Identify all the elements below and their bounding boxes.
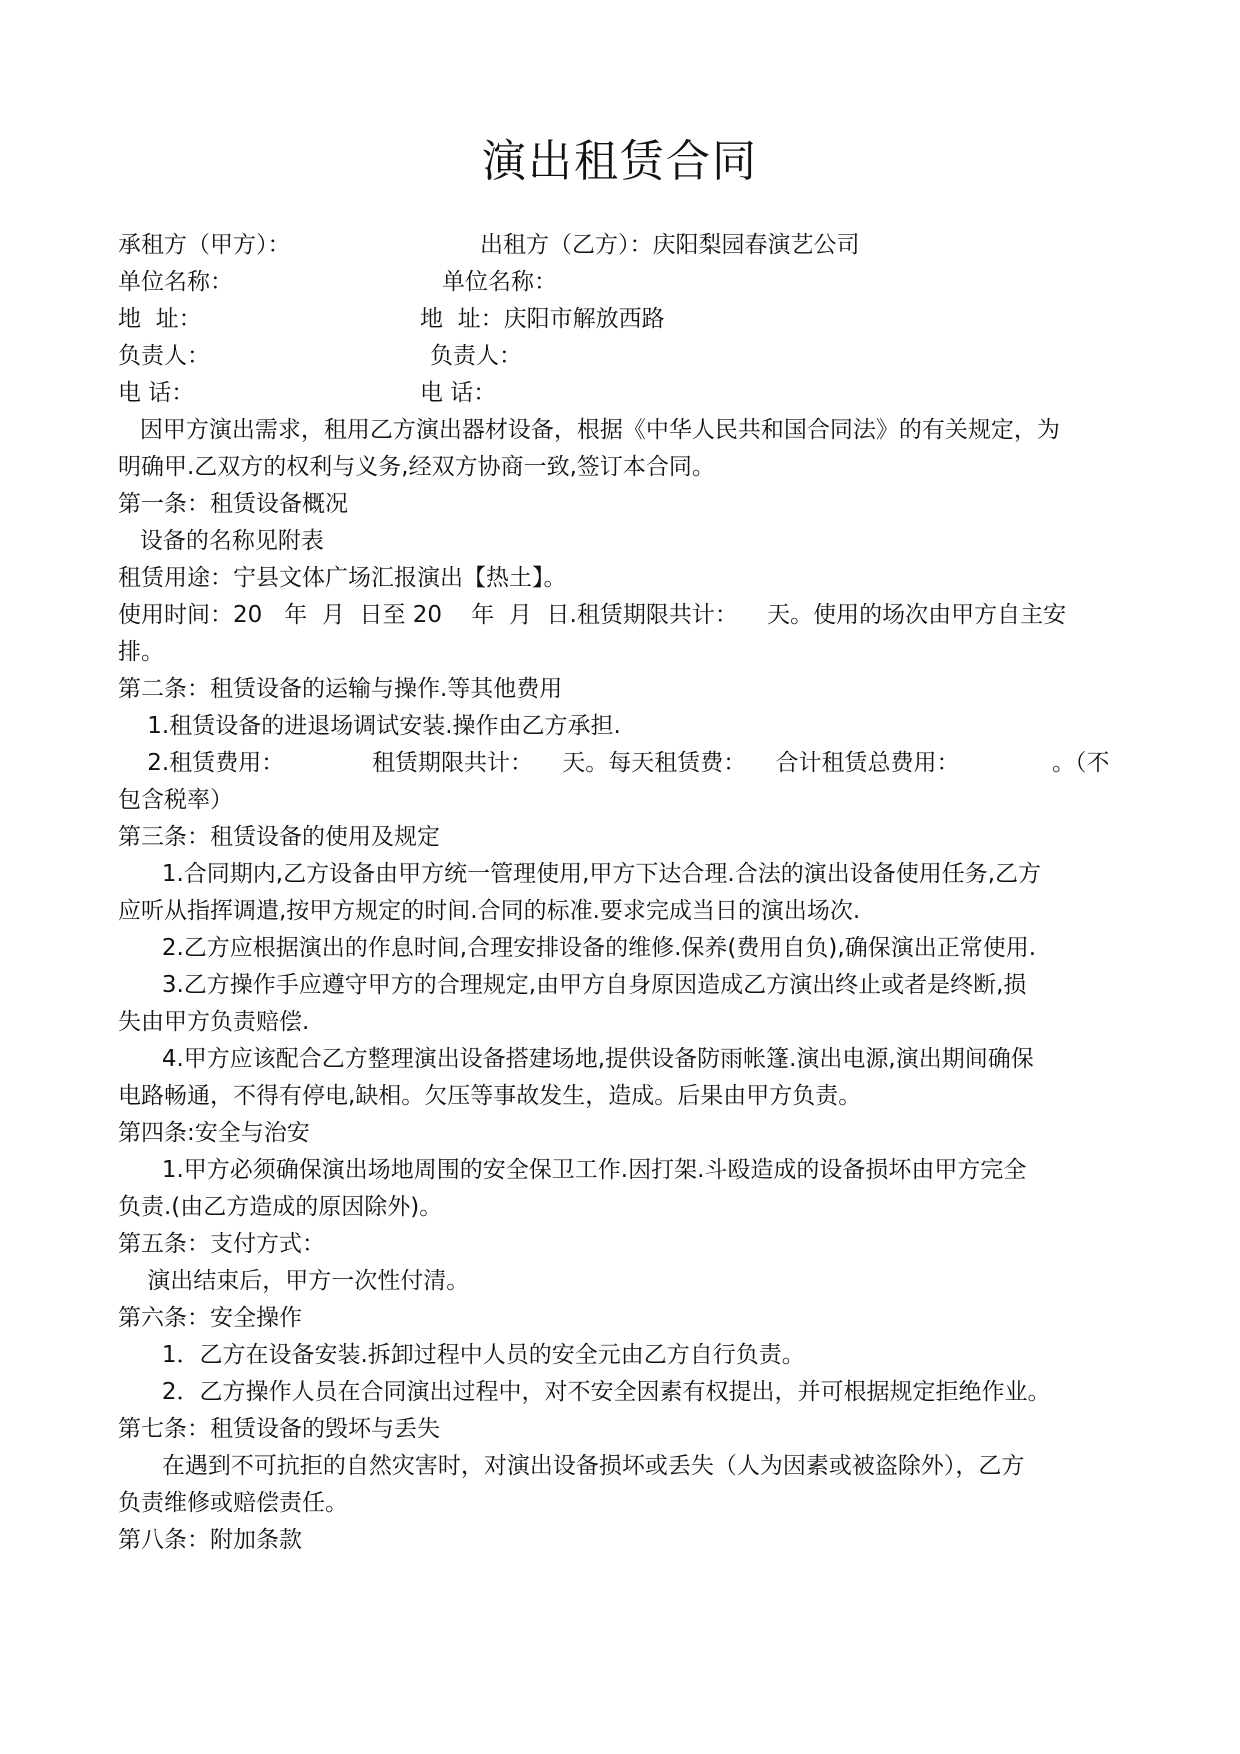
article-line: 失由甲方负责赔偿.: [118, 1009, 310, 1035]
lessor-unit-label: 单位名称：: [442, 269, 557, 295]
article-heading: 第三条：租赁设备的使用及规定: [118, 824, 440, 850]
article-line-fees: [118, 747, 1128, 779]
lessee-phone-label: 电 话：: [118, 380, 195, 406]
article-line: 演出结束后，甲方一次性付清。: [118, 1268, 470, 1294]
article-line: 1.租赁设备的进退场调试安装.操作由乙方承担.: [118, 713, 621, 739]
article-line: 使用时间：20 年 月 日至 20 年 月 日.租赁期限共计： 天。使用的场次由甲方自主安: [118, 602, 1067, 628]
lessee-label: 承租方（甲方）：: [118, 232, 291, 258]
party-row-person: [118, 340, 1128, 372]
article-heading: 第五条：支付方式：: [118, 1231, 325, 1257]
fee-details: 租赁期限共计： 天。每天租赁费： 合计租赁总费用：: [372, 750, 960, 776]
document-title: 演出租赁合同: [482, 136, 758, 187]
article-line: 包含税率）: [118, 787, 233, 813]
article-heading: 第六条：安全操作: [118, 1305, 302, 1331]
article-line: 2．乙方操作人员在合同演出过程中，对不安全因素有权提出，并可根据规定拒绝作业。: [118, 1379, 1051, 1405]
article-heading: 第八条：附加条款: [118, 1527, 302, 1553]
lessee-person-label: 负责人：: [118, 343, 210, 369]
article-line: 电路畅通，不得有停电,缺相。欠压等事故发生，造成。后果由甲方负责。: [118, 1083, 862, 1109]
party-row-unit: [118, 266, 1128, 298]
article-line: 1.合同期内,乙方设备由甲方统一管理使用,甲方下达合理.合法的演出设备使用任务,乙方: [118, 861, 1042, 887]
party-row-phone: [118, 377, 1128, 409]
article-line: 排。: [118, 639, 164, 665]
article-heading: 第七条：租赁设备的毁坏与丢失: [118, 1416, 440, 1442]
party-row-address: [118, 303, 1128, 335]
lessor-address-label: 地 址：庆阳市解放西路: [420, 306, 665, 332]
article-line: 4.甲方应该配合乙方整理演出设备搭建场地,提供设备防雨帐篷.演出电源,演出期间确保: [118, 1046, 1034, 1072]
article-heading: 第四条:安全与治安: [118, 1120, 310, 1146]
lessee-unit-label: 单位名称：: [118, 269, 233, 295]
article-heading: 第二条：租赁设备的运输与操作.等其他费用: [118, 676, 563, 702]
preamble-line: 明确甲.乙双方的权利与义务,经双方协商一致,签订本合同。: [118, 454, 715, 480]
fee-tail: 。（不: [1052, 750, 1110, 776]
party-row-lessee: [118, 229, 1128, 261]
article-line: 设备的名称见附表: [118, 528, 324, 554]
lessor-label: 出租方（乙方）：庆阳梨园春演艺公司: [480, 232, 860, 258]
lessor-phone-label: 电 话：: [420, 380, 497, 406]
article-line: 应听从指挥调遣,按甲方规定的时间.合同的标准.要求完成当日的演出场次.: [118, 898, 861, 924]
article-line: 1．乙方在设备安装.拆卸过程中人员的安全元由乙方自行负责。: [118, 1342, 805, 1368]
article-line: 2.乙方应根据演出的作息时间,合理安排设备的维修.保养(费用自负),确保演出正常使用.: [118, 935, 1037, 961]
lessor-person-label: 负责人：: [430, 343, 522, 369]
article-line: 在遇到不可抗拒的自然灾害时，对演出设备损坏或丢失（人为因素或被盗除外），乙方: [118, 1453, 1025, 1479]
preamble-line: 因甲方演出需求，租用乙方演出器材设备，根据《中华人民共和国合同法》的有关规定，为: [118, 417, 1060, 443]
fee-label: 2.租赁费用：: [118, 750, 285, 776]
article-line: 负责.(由乙方造成的原因除外)。: [118, 1194, 443, 1220]
article-heading: 第一条：租赁设备概况: [118, 491, 348, 517]
lessee-address-label: 地 址：: [118, 306, 202, 332]
article-line: 3.乙方操作手应遵守甲方的合理规定,由甲方自身原因造成乙方演出终止或者是终断,损: [118, 972, 1027, 998]
article-line: 负责维修或赔偿责任。: [118, 1490, 348, 1516]
article-line: 租赁用途：宁县文体广场汇报演出【热土】。: [118, 565, 567, 591]
article-line: 1.甲方必须确保演出场地周围的安全保卫工作.因打架.斗殴造成的设备损坏由甲方完全: [118, 1157, 1027, 1183]
